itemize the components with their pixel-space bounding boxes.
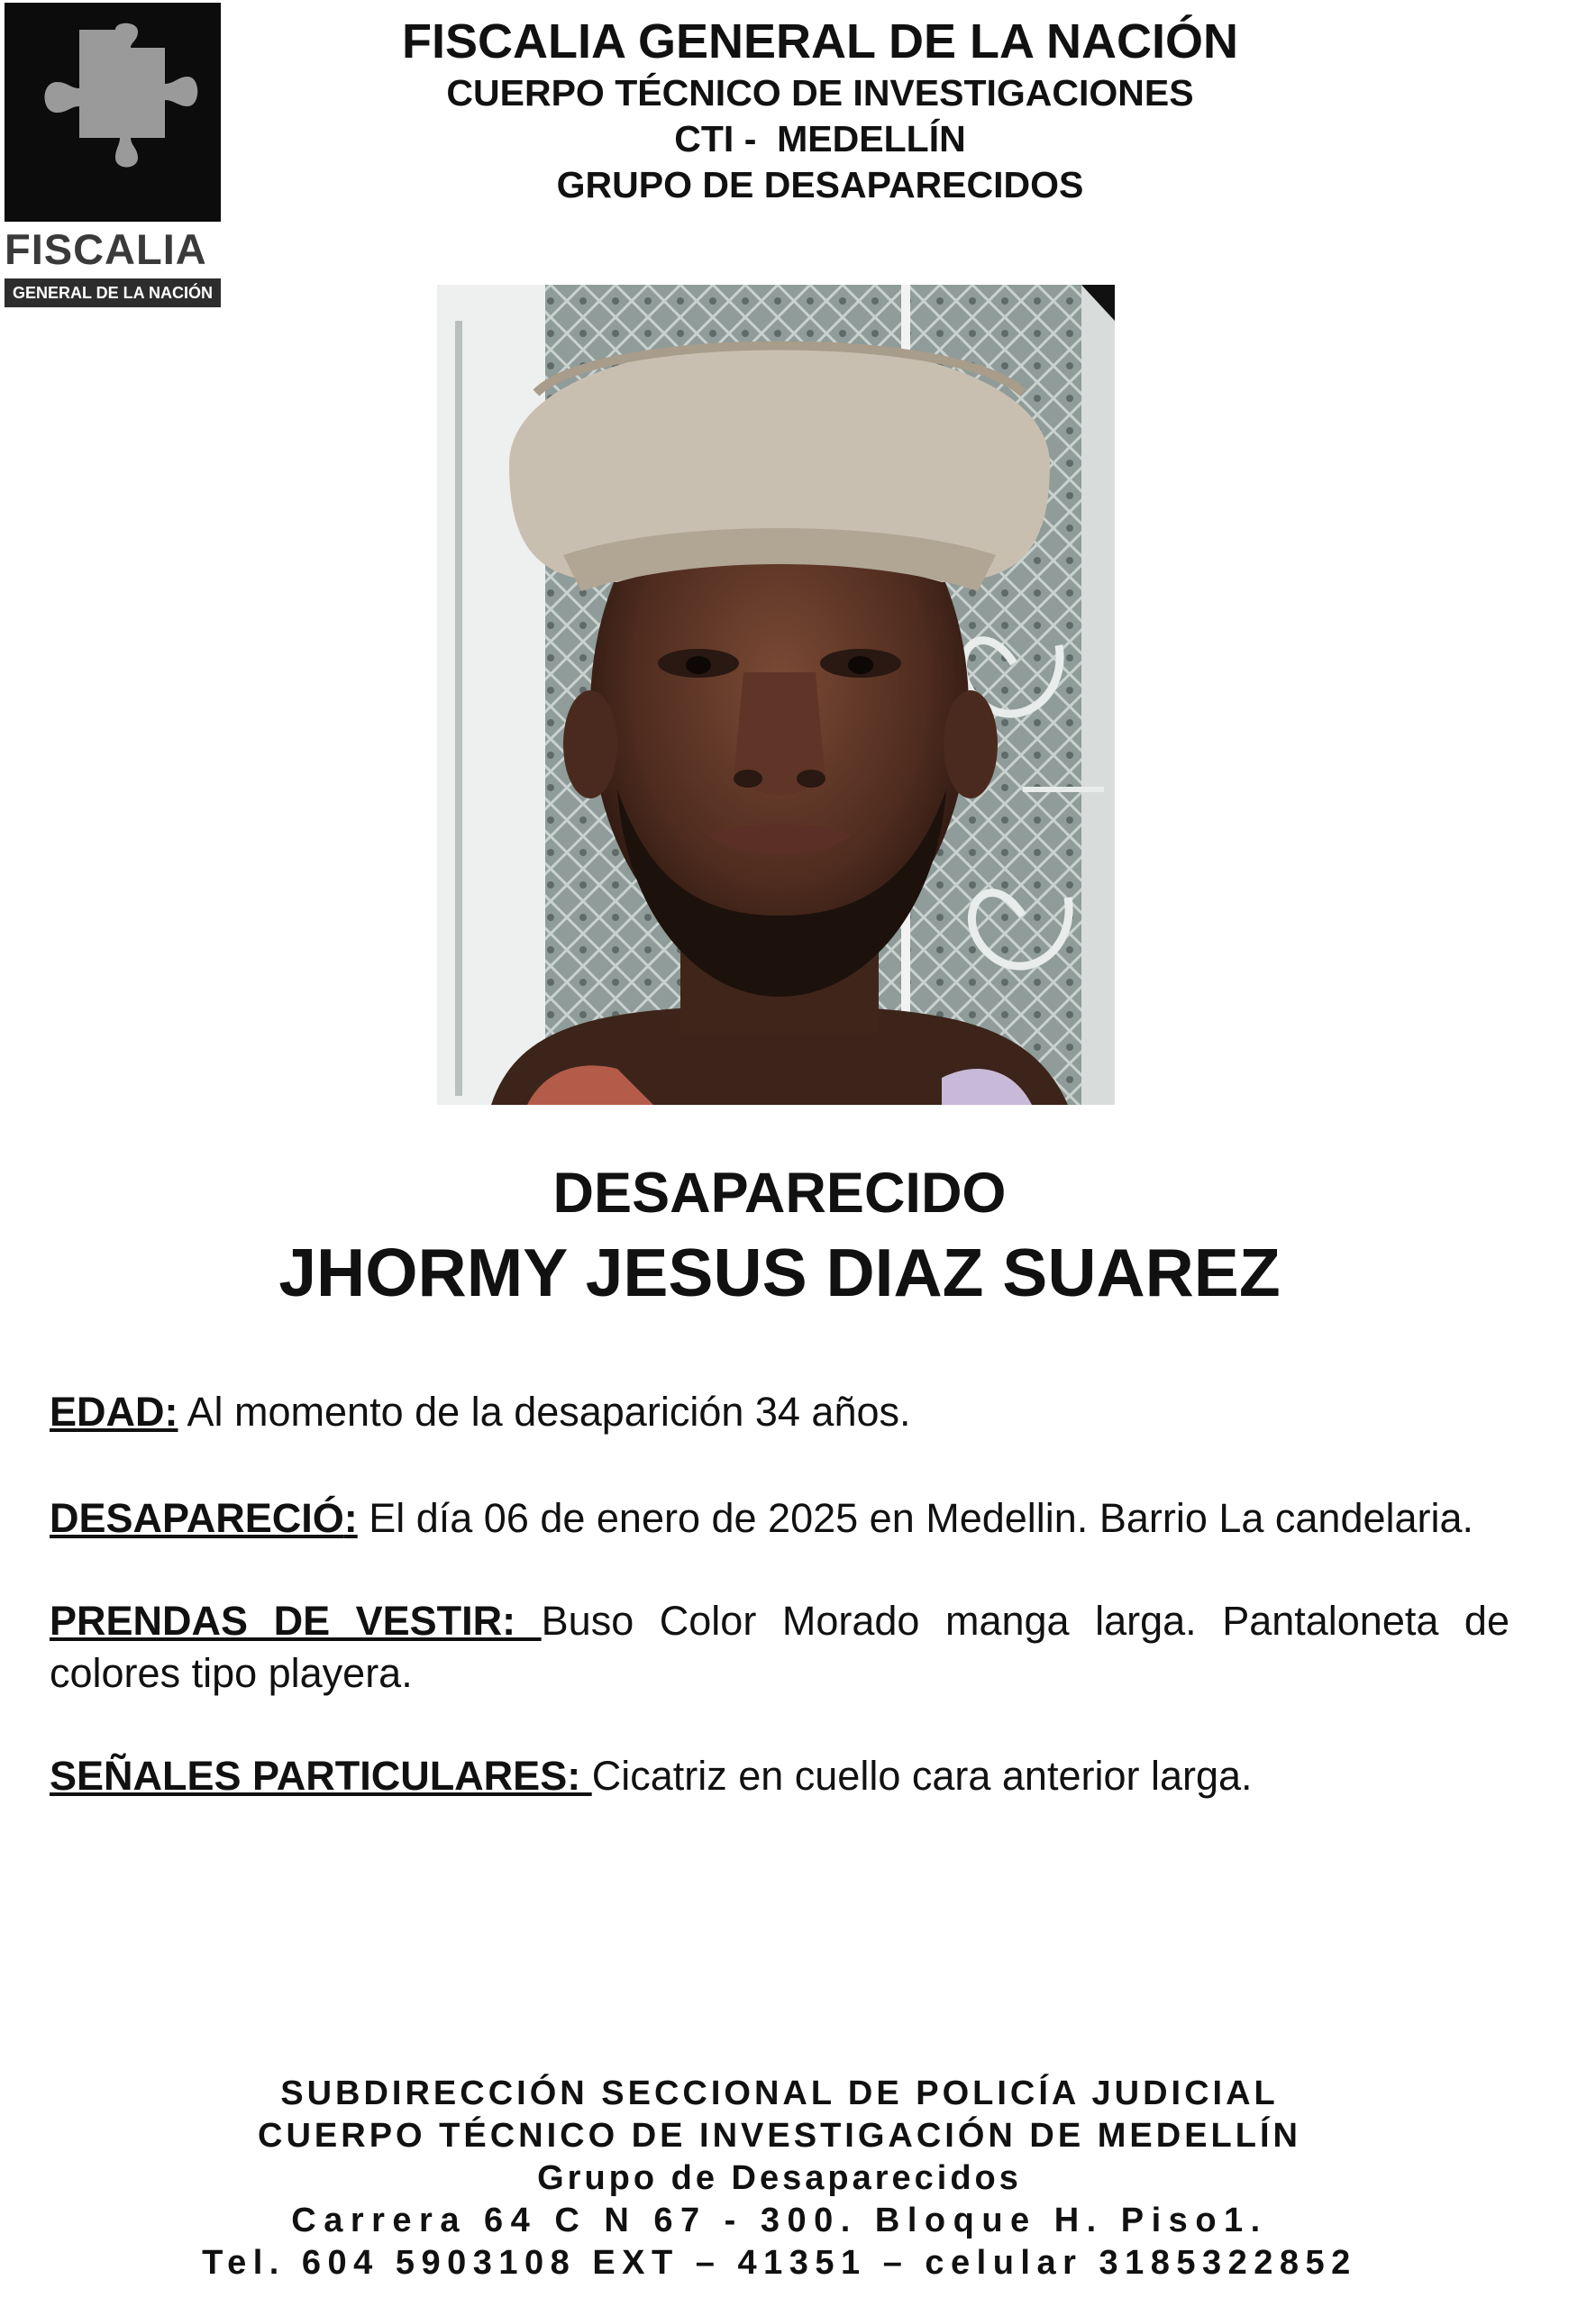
footer-line-1: SUBDIRECCIÓN SECCIONAL DE POLICÍA JUDICIAL: [280, 2074, 1279, 2112]
detail-distinguishing-marks: [50, 1750, 1509, 1802]
header-title: FISCALIA GENERAL DE LA NACIÓN: [401, 14, 1239, 68]
logo-emblem: [5, 3, 221, 222]
missing-person-photo: [437, 285, 1115, 1105]
missing-status-title: DESAPARECIDO: [552, 1162, 1007, 1225]
age-text: Al momento de la desaparición 34 años.: [178, 1389, 911, 1435]
header-line-3: GRUPO DE DESAPARECIDOS: [556, 164, 1084, 205]
footer-line-3: Grupo de Desaparecidos: [537, 2159, 1022, 2197]
disappeared-label: DESAPARECIÓ: [50, 1495, 344, 1541]
marks-text: Cicatriz en cuello cara anterior larga.: [591, 1753, 1253, 1799]
marks-label: SEÑALES PARTICULARES:: [50, 1753, 592, 1799]
header-line-2: CTI - MEDELLÍN: [674, 118, 966, 160]
person-details: [50, 1386, 1509, 1802]
logo-subtitle: GENERAL DE LA NACIÓN: [5, 278, 221, 307]
disappeared-text: El día 06 de enero de 2025 en Medellin. Barrio La candelaria.: [357, 1495, 1474, 1541]
puzzle-piece-icon: [30, 21, 201, 210]
age-label: EDAD:: [50, 1389, 178, 1435]
header-line-1: CUERPO TÉCNICO DE INVESTIGACIONES: [446, 72, 1194, 114]
fiscalia-logo: [5, 3, 221, 307]
missing-person-name: JHORMY JESUS DIAZ SUAREZ: [278, 1235, 1281, 1310]
footer-phone: Tel. 604 5903108 EXT – 41351 – celular 3185322852: [202, 2244, 1357, 2282]
detail-age: [50, 1386, 1509, 1438]
detail-disappeared: [50, 1492, 1509, 1545]
clothing-text: Buso Color Morado manga larga. Pantaloneta de colores tipo playera.: [50, 1598, 1509, 1696]
footer-address: Carrera 64 C N 67 - 300. Bloque H. Piso1.: [291, 2202, 1268, 2239]
detail-clothing: [50, 1595, 1509, 1700]
footer-line-2: CUERPO TÉCNICO DE INVESTIGACIÓN DE MEDELLÍN: [258, 2117, 1301, 2155]
disappeared-colon: :: [343, 1495, 358, 1541]
clothing-label: PRENDAS DE VESTIR:: [50, 1598, 542, 1644]
header: [270, 13, 1370, 208]
logo-wordmark: FISCALIA: [5, 225, 207, 273]
footer-contact: [0, 2073, 1559, 2284]
